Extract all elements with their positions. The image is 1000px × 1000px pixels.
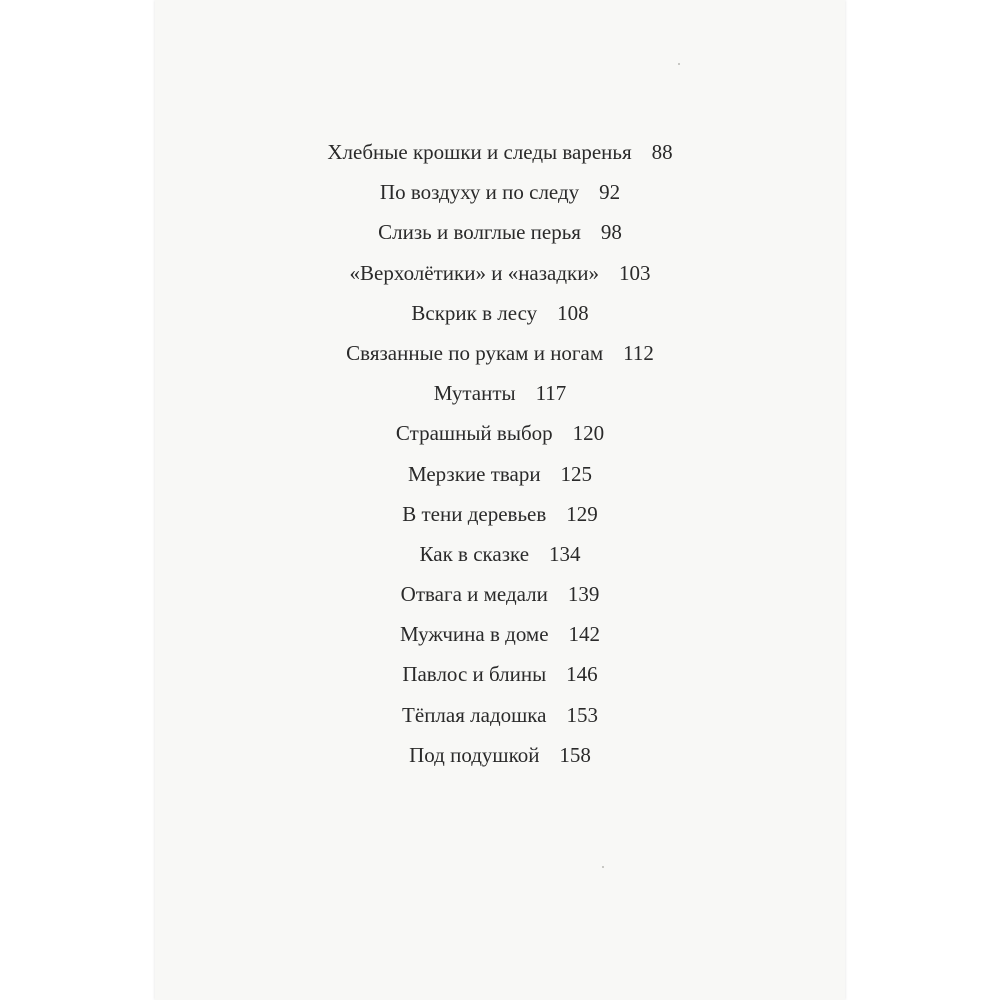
toc-entry-title: Мерзкие твари <box>407 461 541 486</box>
toc-entry-title: Павлос и блины <box>402 662 547 687</box>
toc-entry <box>155 135 845 175</box>
toc-entry <box>155 738 845 778</box>
toc-entry-title: Под подушкой <box>409 742 540 767</box>
toc-entry-title: Мужчина в доме <box>400 622 549 647</box>
toc-entry-page: 120 <box>572 421 605 446</box>
toc-entry-title: Страшный выбор <box>395 421 553 446</box>
toc-entry-page: 108 <box>557 300 589 325</box>
toc-entry-page: 88 <box>651 140 673 164</box>
toc-entry-title: Как в сказке <box>419 541 530 566</box>
toc-entry-page: 125 <box>560 461 593 486</box>
toc-entry-page: 129 <box>566 501 598 526</box>
toc-entry-page: 98 <box>600 220 622 245</box>
paper-speck <box>678 63 680 65</box>
toc-entry-page: 92 <box>599 180 621 205</box>
toc-entry-page: 112 <box>623 340 654 365</box>
toc-entry <box>155 256 845 296</box>
toc-entry <box>155 698 845 738</box>
toc-entry-page: 134 <box>548 541 581 566</box>
toc-entry-title: По воздуху и по следу <box>379 180 580 205</box>
paper-speck <box>602 866 604 868</box>
toc-entry-title: Отвага и медали <box>400 582 548 607</box>
toc-entry-page: 139 <box>567 582 600 607</box>
toc-entry <box>155 617 845 657</box>
toc-entry-page: 158 <box>559 742 591 767</box>
book-page <box>155 0 845 1000</box>
toc-entry-title: «Верхолётики» и «назадки» <box>349 260 599 285</box>
toc-entry <box>155 416 845 456</box>
toc-entry-page: 153 <box>566 702 598 727</box>
toc-entry-page: 117 <box>535 381 567 406</box>
toc-entry <box>155 657 845 697</box>
toc-entry-title: Вскрик в лесу <box>411 300 538 325</box>
toc-entry <box>155 215 845 255</box>
toc-entry-title: Тёплая ладошка <box>402 702 547 727</box>
table-of-contents <box>155 135 845 778</box>
toc-entry <box>155 376 845 416</box>
toc-entry-title: Связанные по рукам и ногам <box>346 340 604 365</box>
toc-entry-title: Хлебные крошки и следы варенья <box>327 140 632 164</box>
toc-entry <box>155 296 845 336</box>
toc-entry-title: Слизь и волглые перья <box>378 220 581 245</box>
toc-entry <box>155 457 845 497</box>
toc-entry <box>155 336 845 376</box>
toc-entry-page: 103 <box>618 260 651 285</box>
toc-entry <box>155 175 845 215</box>
toc-entry <box>155 577 845 617</box>
toc-entry-page: 142 <box>568 622 600 647</box>
toc-entry <box>155 497 845 537</box>
toc-entry-title: Мутанты <box>433 381 516 406</box>
toc-entry-page: 146 <box>566 662 598 687</box>
toc-entry <box>155 537 845 577</box>
toc-entry-title: В тени деревьев <box>402 501 547 526</box>
